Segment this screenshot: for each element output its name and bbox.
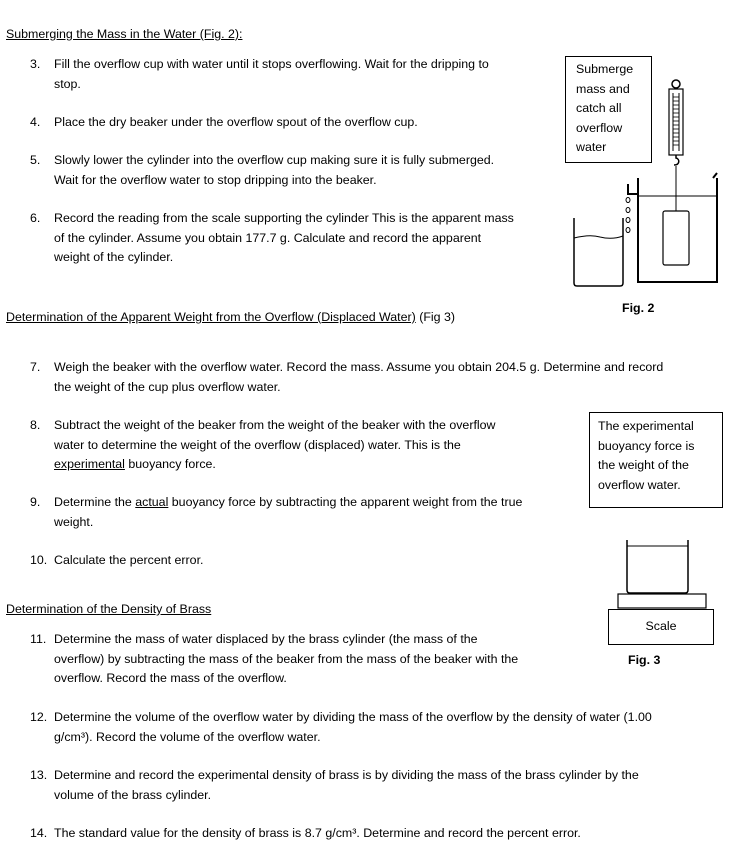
scale-platform-icon: [618, 594, 706, 608]
step-9-line-1-post: buoyancy force by subtracting the apparent weight from the true: [168, 495, 523, 509]
step-12-number: 12.: [30, 710, 48, 724]
step-7-line-1: Weigh the beaker with the overflow water. Record the mass. Assume you obtain 204.5 g. Determine and record: [54, 360, 664, 374]
step-11-line-2: overflow) by subtracting the mass of the beaker from the mass of the beaker with the: [54, 651, 519, 666]
heading-apparent-weight: Determination of the Apparent Weight from the Overflow (Displaced Water): [6, 310, 416, 324]
step-11-text: [54, 630, 518, 689]
step-9-number: 9.: [30, 495, 41, 509]
step-11-line-1: Determine the mass of water displaced by the brass cylinder (the mass of the: [54, 632, 478, 646]
step-5-line-1: Slowly lower the cylinder into the overflow cup making sure it is fully submerged.: [54, 153, 495, 167]
step-14-text: The standard value for the density of brass is 8.7 g/cm³. Determine and record the percent error.: [54, 826, 581, 840]
step-9-line-2: weight.: [54, 514, 94, 529]
step-7-number: 7.: [30, 360, 41, 374]
scale-box: [608, 609, 714, 645]
callout-buoyancy-text: [598, 417, 694, 495]
brass-cylinder-icon: [663, 211, 689, 265]
step-8-underlined-word: experimental: [54, 457, 125, 471]
step-6-line-2: of the cylinder. Assume you obtain 177.7 g. Calculate and record the apparent: [54, 230, 482, 245]
callout-buoyancy-line-1: The experimental: [598, 419, 694, 433]
step-8-line-3-rest: buoyancy force.: [124, 457, 216, 471]
step-3-text: [54, 55, 489, 94]
step-8-line-1: Subtract the weight of the beaker from the weight of the beaker with the overflow: [54, 418, 496, 432]
step-3-line-2: stop.: [54, 76, 81, 91]
step-3-number: 3.: [30, 57, 41, 71]
step-5-number: 5.: [30, 153, 41, 167]
callout-submerge-line-3: catch all: [576, 101, 622, 115]
step-11-number: 11.: [30, 632, 47, 646]
step-13-number: 13.: [30, 768, 48, 782]
callout-submerge-line-2: mass and: [576, 81, 630, 96]
step-8-line-2: water to determine the weight of the overflow (displaced) water. This is the: [54, 437, 461, 452]
step-8-text: [54, 416, 496, 475]
step-9-line-1: [54, 493, 522, 513]
step-13-line-2: volume of the brass cylinder.: [54, 787, 212, 802]
step-9-underlined-word: actual: [135, 495, 169, 509]
step-9-text: [54, 493, 522, 532]
step-6-line-1: Record the reading from the scale supporting the cylinder This is the apparent mass: [54, 211, 514, 225]
callout-buoyancy-line-3: the weight of the: [598, 458, 689, 472]
heading-apparent-weight-suffix: (Fig 3): [415, 310, 456, 324]
callout-submerge-line-5: water: [576, 140, 607, 154]
step-7-line-2: the weight of the cup plus overflow water.: [54, 379, 281, 394]
step-12-line-2: g/cm³). Record the volume of the overflow water.: [54, 729, 321, 744]
fig-2-illustration: [560, 70, 730, 295]
step-11-line-3: overflow. Record the mass of the overflow.: [54, 671, 287, 685]
step-6-text: [54, 209, 514, 268]
water-drops-icon: [626, 198, 630, 233]
callout-buoyancy-line-4: overflow water.: [598, 477, 681, 492]
step-6-number: 6.: [30, 211, 41, 225]
step-8-line-3: [54, 455, 496, 475]
step-10-text: Calculate the percent error.: [54, 553, 204, 567]
callout-buoyancy-line-2: buoyancy force is: [598, 438, 695, 453]
fig-3-label: Fig. 3: [628, 653, 661, 667]
spring-scale-icon: [669, 80, 683, 165]
step-6-line-3: weight of the cylinder.: [54, 250, 174, 264]
step-5-line-2: Wait for the overflow water to stop dripping into the beaker.: [54, 172, 377, 187]
step-4-number: 4.: [30, 115, 41, 129]
step-14-number: 14.: [30, 826, 48, 840]
step-13-line-1: Determine and record the experimental density of brass is by dividing the mass of the brass cylinder by the: [54, 768, 639, 782]
step-4-text: Place the dry beaker under the overflow spout of the overflow cup.: [54, 115, 418, 129]
step-12-line-1: Determine the volume of the overflow water by dividing the mass of the overflow by the density of water (1.00: [54, 710, 652, 724]
step-9-line-1-pre: Determine the: [54, 495, 136, 509]
step-13-text: [54, 766, 639, 805]
callout-submerge-line-1: Submerge: [576, 62, 634, 76]
fig-3-illustration: [610, 520, 720, 620]
beaker-icon: [574, 218, 623, 286]
beaker-on-scale-icon: [627, 540, 688, 593]
heading-submerging: Submerging the Mass in the Water (Fig. 2):: [6, 27, 243, 41]
scale-label: Scale: [645, 619, 677, 633]
fig-2-label: Fig. 2: [622, 301, 655, 315]
step-7-text: [54, 358, 663, 397]
heading-apparent-weight-row: [6, 308, 455, 328]
heading-density: Determination of the Density of Brass: [6, 602, 212, 616]
callout-buoyancy-box: [589, 412, 723, 508]
callout-submerge-line-4: overflow: [576, 120, 623, 135]
step-3-line-1: Fill the overflow cup with water until it stops overflowing. Wait for the dripping to: [54, 57, 489, 71]
step-10-number: 10.: [30, 553, 48, 567]
step-8-number: 8.: [30, 418, 41, 432]
step-5-text: [54, 151, 494, 190]
step-12-text: [54, 708, 652, 747]
